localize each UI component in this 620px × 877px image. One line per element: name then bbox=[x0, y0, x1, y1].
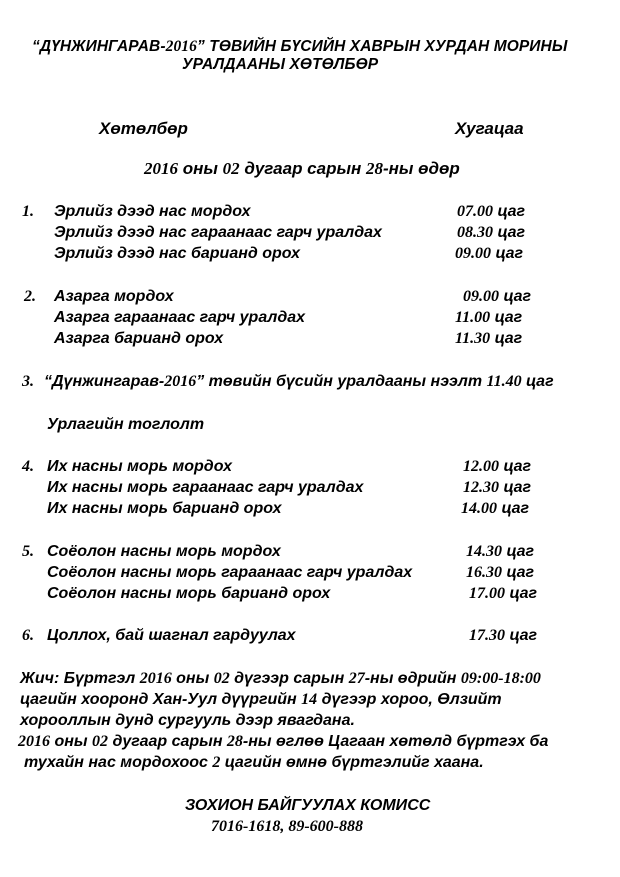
note-text: оны bbox=[171, 670, 214, 687]
section-1-row-1-time bbox=[457, 203, 525, 221]
section-4-row-1-time bbox=[463, 458, 531, 476]
section-1-row-2-text: Эрлийз дээд нас гараанаас гарч уралдах bbox=[54, 224, 382, 241]
section-2-row-3-time bbox=[455, 330, 522, 348]
section-4-row-1-text: Их насны морь мордох bbox=[47, 458, 232, 475]
time-unit: цаг bbox=[502, 543, 535, 560]
note-number: 14 bbox=[301, 691, 318, 708]
note-text: Жич: Бүртгэл bbox=[20, 670, 140, 687]
note-line-4 bbox=[18, 733, 548, 751]
time-value: 11.00 bbox=[455, 309, 491, 326]
time-value: 14.30 bbox=[466, 543, 502, 560]
title-line-2: УРАЛДААНЫ ХӨТӨЛБӨР bbox=[182, 56, 379, 73]
section-5-row-1-time bbox=[466, 543, 534, 561]
section-3-text bbox=[44, 373, 554, 391]
opening-time: 11.40 bbox=[486, 373, 522, 390]
section-5-row-2-text: Соёолон насны морь гараанаас гарч уралдах bbox=[47, 564, 413, 581]
opening-prefix: “Дүнжингарав- bbox=[44, 373, 165, 390]
date-day: 28 bbox=[365, 159, 383, 178]
time-value: 07.00 bbox=[457, 203, 493, 220]
section-6-number: 6. bbox=[22, 627, 34, 644]
time-value: 09.00 bbox=[463, 288, 499, 305]
title-prefix: “ДҮНЖИНГАРАВ- bbox=[32, 38, 166, 55]
note-line-1 bbox=[20, 670, 541, 688]
title-suffix: ” ТӨВИЙН БҮСИЙН ХАВРЫН ХУРДАН МОРИНЫ bbox=[197, 38, 568, 55]
section-2-number: 2. bbox=[24, 288, 36, 305]
section-2-row-1-time bbox=[463, 288, 531, 306]
art-performance: Урлагийн тоглолт bbox=[47, 416, 205, 433]
opening-unit: цаг bbox=[521, 373, 554, 390]
section-1-row-3-time bbox=[455, 245, 523, 263]
section-1-row-2-time bbox=[457, 224, 525, 242]
note-text: цагийн хооронд Хан-Уул дүүргийн bbox=[20, 691, 302, 708]
note-text: -ны өдрийн bbox=[364, 670, 461, 687]
date-text-1: оны bbox=[178, 159, 223, 178]
note-text: дугаар сарын bbox=[108, 733, 227, 750]
section-5-number: 5. bbox=[22, 543, 34, 560]
section-5-row-3-text: Соёолон насны морь барианд орох bbox=[47, 585, 331, 602]
time-unit: цаг bbox=[490, 309, 523, 326]
note-text: цагийн өмнө бүртгэлийг хаана. bbox=[220, 754, 484, 771]
note-number: 2 bbox=[212, 754, 221, 771]
time-unit: цаг bbox=[505, 585, 538, 602]
note-number: 2016 bbox=[139, 670, 172, 687]
time-unit: цаг bbox=[499, 288, 532, 305]
note-text: оны bbox=[50, 733, 92, 750]
note-line-2 bbox=[20, 691, 502, 709]
title-line-1 bbox=[32, 38, 567, 56]
time-value: 12.30 bbox=[463, 479, 499, 496]
date-month: 02 bbox=[222, 159, 240, 178]
time-unit: цаг bbox=[499, 458, 532, 475]
section-4-row-3-time bbox=[461, 500, 529, 518]
time-value: 08.30 bbox=[457, 224, 493, 241]
section-6-row-1-text: Цоллох, бай шагнал гардуулах bbox=[47, 627, 296, 644]
section-4-row-2-time bbox=[463, 479, 531, 497]
time-value: 16.30 bbox=[466, 564, 502, 581]
note-number: 09:00-18:00 bbox=[460, 670, 541, 687]
time-value: 12.00 bbox=[463, 458, 499, 475]
section-4-number: 4. bbox=[22, 458, 34, 475]
note-number: 02 bbox=[213, 670, 230, 687]
organizer-committee: ЗОХИОН БАЙГУУЛАХ КОМИСС bbox=[185, 797, 431, 814]
time-unit: цаг bbox=[490, 330, 523, 347]
phone-numbers: 7016-1618, 89-600-888 bbox=[211, 818, 363, 835]
note-text: дүгээр сарын bbox=[229, 670, 349, 687]
note-number: 2016 bbox=[18, 733, 50, 750]
section-5-row-3-time bbox=[469, 585, 537, 603]
section-2-row-2-text: Азарга гараанаас гарч уралдах bbox=[54, 309, 306, 326]
time-unit: цаг bbox=[493, 224, 526, 241]
time-unit: цаг bbox=[497, 500, 530, 517]
section-5-row-1-text: Соёолон насны морь мордох bbox=[47, 543, 281, 560]
section-5-row-2-time bbox=[466, 564, 534, 582]
note-text: -ны өглөө Цагаан хөтөлд бүртгэх ба bbox=[242, 733, 549, 750]
column-time: Хугацаа bbox=[455, 119, 524, 138]
time-unit: цаг bbox=[491, 245, 524, 262]
time-unit: цаг bbox=[499, 479, 532, 496]
section-6-row-1-time bbox=[469, 627, 537, 645]
time-value: 14.00 bbox=[461, 500, 497, 517]
date-text-3: -ны өдөр bbox=[382, 159, 460, 178]
time-value: 09.00 bbox=[455, 245, 491, 262]
section-3-number: 3. bbox=[22, 373, 34, 390]
time-unit: цаг bbox=[505, 627, 538, 644]
note-line-3: хорооллын дунд сургууль дээр явагдана. bbox=[20, 712, 355, 729]
section-4-row-3-text: Их насны морь барианд орох bbox=[47, 500, 282, 517]
note-number: 28 bbox=[226, 733, 243, 750]
time-unit: цаг bbox=[502, 564, 535, 581]
note-number: 27 bbox=[348, 670, 365, 687]
title-year: 2016 bbox=[165, 38, 198, 55]
time-value: 17.00 bbox=[469, 585, 505, 602]
date-line bbox=[144, 159, 460, 179]
opening-year: 2016 bbox=[164, 373, 197, 390]
section-2-row-1-text: Азарга мордох bbox=[54, 288, 174, 305]
section-2-row-3-text: Азарга барианд орох bbox=[54, 330, 224, 347]
column-program: Хөтөлбөр bbox=[99, 119, 188, 138]
note-text: тухайн нас мордохоос bbox=[24, 754, 213, 771]
section-2-row-2-time bbox=[455, 309, 522, 327]
date-year: 2016 bbox=[144, 159, 178, 178]
note-text: дүгээр хороо, Өлзийт bbox=[317, 691, 502, 708]
section-1-number: 1. bbox=[22, 203, 34, 220]
section-1-row-1-text: Эрлийз дээд нас мордох bbox=[54, 203, 251, 220]
section-4-row-2-text: Их насны морь гараанаас гарч уралдах bbox=[47, 479, 364, 496]
section-1-row-3-text: Эрлийз дээд нас барианд орох bbox=[54, 245, 301, 262]
note-number: 02 bbox=[92, 733, 108, 750]
time-unit: цаг bbox=[493, 203, 526, 220]
date-text-2: дугаар сарын bbox=[239, 159, 366, 178]
note-line-5 bbox=[24, 754, 484, 772]
opening-middle: ” төвийн бүсийн уралдааны нээлт bbox=[196, 373, 487, 390]
time-value: 17.30 bbox=[469, 627, 505, 644]
time-value: 11.30 bbox=[455, 330, 491, 347]
